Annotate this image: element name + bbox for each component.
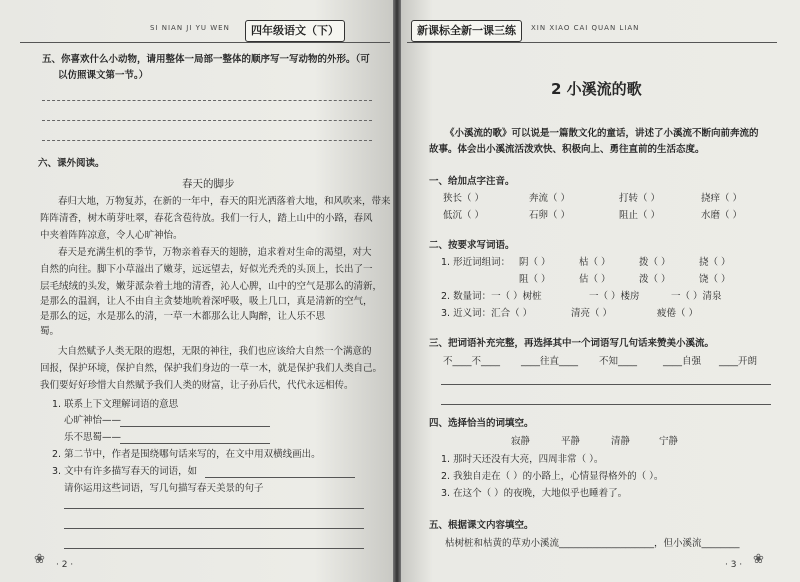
section1-heading: 一、给加点字注音。 — [429, 176, 515, 187]
passage-line: 阵阵清香，树木萌芽吐翠，春花含苞待放。我们一行人，踏上山中的小路，春风 — [40, 213, 373, 224]
pinyin-item: 打转（ ） — [619, 193, 661, 204]
answer-line — [64, 548, 364, 549]
form-word: 枯（ ） — [579, 257, 611, 268]
idiom-blank: 不知____ — [599, 356, 638, 367]
term-xin-kuang: 心旷神怡—— — [64, 415, 122, 426]
lesson-title: 2 小溪流的歌 — [551, 80, 642, 98]
book-spine — [393, 0, 401, 582]
passage-line: 层毛绒绒的头发，嫩芽派杂着土地的清香，沁人心脾，山中的空气是那么的清新， — [40, 281, 383, 292]
answer-line — [42, 140, 372, 141]
q6-heading: 六、课外阅读。 — [38, 158, 105, 169]
answer-line — [42, 120, 372, 121]
left-header-badge: 四年级语文（下） — [245, 20, 345, 42]
measure-words: 一（ ）清泉 — [671, 291, 722, 302]
passage-title: 春天的脚步 — [182, 178, 235, 190]
passage-line: 中夹着阵阵凉意，令人心旷神怡。 — [40, 230, 183, 241]
measure-words: 一（ ）楼房 — [589, 291, 640, 302]
sub-question-2: 2. 第二节中，作者是围绕哪句话来写的，在文中用双横线画出。 — [52, 449, 321, 460]
idiom-blank: 不____不____ — [443, 356, 501, 367]
fill-item: 2. 我独自走在（ ）的小路上，心情显得格外的（ ）。 — [441, 471, 664, 482]
left-header-rule — [20, 42, 390, 43]
measure-words: 2. 数量词：一（ ）树桩 — [441, 291, 542, 302]
passage-line: 春归大地，万物复苏，在新的一年中，春天的阳光洒落着大地，和风吹来，带来 — [58, 196, 391, 207]
answer-line — [64, 528, 364, 529]
synonyms: 疲倦（ ） — [657, 308, 699, 319]
answer-line — [441, 384, 771, 385]
right-header-rule — [407, 42, 777, 43]
sub-question-3-line2: 请你运用这些词语，写几句描写春天美景的句子 — [64, 483, 264, 494]
fill-item: 1. 那时天还没有大亮，四周非常（ ）。 — [441, 454, 604, 465]
left-page-number: · 2 · — [56, 560, 74, 570]
q5-line1: 五、你喜欢什么小动物，请用整体一局部一整体的顺序写一写动物的外形。（可 — [42, 54, 370, 65]
passage-line: 春天是充满生机的季节，万物亲着春天的翅膀，追求着对生命的渴望，对大 — [58, 247, 372, 258]
form-word: 估（ ） — [579, 274, 611, 285]
pinyin-item: 水磨（ ） — [701, 210, 743, 221]
sub-question-3: 3. 文中有许多描写春天的词语，如 — [52, 466, 198, 477]
form-word: 阻（ ） — [519, 274, 551, 285]
form-word: 饶（ ） — [699, 274, 731, 285]
answer-line — [205, 477, 355, 478]
section4-heading: 四、选择恰当的词填空。 — [429, 418, 534, 429]
passage-line: 回报，保护环境，保护自然，保护我们身边的一草一木，就是保护我们人类自己。 — [40, 363, 383, 374]
right-header-badge: 新课标全新一课三练 — [411, 20, 522, 42]
word-option: 平静 — [561, 436, 581, 447]
answer-line — [120, 426, 270, 427]
word-option: 宁静 — [659, 436, 679, 447]
pinyin-item: 奔流（ ） — [529, 193, 571, 204]
fill-item: 3. 在这个（ ）的夜晚，大地似乎也睡着了。 — [441, 488, 628, 499]
pinyin-item: 狭长（ ） — [443, 193, 485, 204]
left-header-pinyin: SI NIAN JI YU WEN — [150, 24, 230, 32]
answer-line — [441, 404, 771, 405]
left-page — [0, 0, 393, 582]
section5-heading: 五、根据课文内容填空。 — [429, 520, 534, 531]
term-le-bu-si-shu: 乐不思蜀—— — [64, 432, 122, 443]
passage-line: 我们要好好珍惜大自然赋予我们人类的财富，让子孙后代，代代永远相传。 — [40, 380, 354, 391]
form-words-label: 1. 形近词组词： — [441, 257, 511, 268]
right-page-number: · 3 · — [725, 560, 743, 570]
flower-decoration-icon: ❀ — [753, 552, 764, 567]
passage-line: 蜀。 — [40, 326, 60, 337]
form-word: 拨（ ） — [639, 257, 671, 268]
word-option: 清静 — [611, 436, 631, 447]
pinyin-item: 低沉（ ） — [443, 210, 485, 221]
passage-line: 大自然赋予人类无限的遐想，无限的神往，我们也应该给大自然一个满意的 — [58, 346, 372, 357]
synonyms: 3. 近义词：汇合（ ） — [441, 308, 533, 319]
answer-line — [120, 443, 270, 444]
section2-heading: 二、按要求写词语。 — [429, 240, 515, 251]
q5-line2: 以仿照课文第一节。） — [58, 70, 149, 81]
sub-question-1: 1. 联系上下文理解词语的意思 — [52, 399, 179, 410]
right-page — [401, 0, 800, 582]
form-word: 阴（ ） — [519, 257, 551, 268]
form-word: 挠（ ） — [699, 257, 731, 268]
form-word: 泼（ ） — [639, 274, 671, 285]
idiom-blank: ____自强 — [663, 356, 702, 367]
flower-decoration-icon: ❀ — [34, 552, 45, 567]
pinyin-item: 石卵（ ） — [529, 210, 571, 221]
section3-heading: 三、把词语补充完整，再选择其中一个词语写几句话来赞美小溪流。 — [429, 338, 715, 349]
passage-line: 是那么的远，水是那么的清，一草一木都那么让人陶醉，让人乐不思 — [40, 311, 326, 322]
answer-line — [42, 100, 372, 101]
synonyms: 清亮（ ） — [571, 308, 613, 319]
word-option: 寂静 — [511, 436, 531, 447]
idiom-blank: ____往直____ — [521, 356, 579, 367]
passage-line: 自然的向往。脚下小草溢出了嫩芽，远远望去，好似光秃秃的头顶上，长出了一 — [40, 264, 373, 275]
section5-line: 枯树桩和枯黄的草劝小溪流____________________，但小溪流________ — [445, 538, 740, 549]
idiom-blank: ____开朗 — [719, 356, 758, 367]
passage-line: 是那么的温润，让人不由自主贪婪地吮着深呼吸，吸上几口，真是清新的空气， — [40, 296, 373, 307]
pinyin-item: 阻止（ ） — [619, 210, 661, 221]
pinyin-item: 挠痒（ ） — [701, 193, 743, 204]
intro-line2: 故事。体会出小溪流活泼欢快、积极向上、勇往直前的生活态度。 — [429, 144, 705, 155]
right-header-pinyin: XIN XIAO CAI QUAN LIAN — [531, 24, 640, 32]
intro-line1: 《小溪流的歌》可以说是一篇散文化的童话，讲述了小溪流不断向前奔流的 — [445, 128, 759, 139]
answer-line — [64, 508, 364, 509]
